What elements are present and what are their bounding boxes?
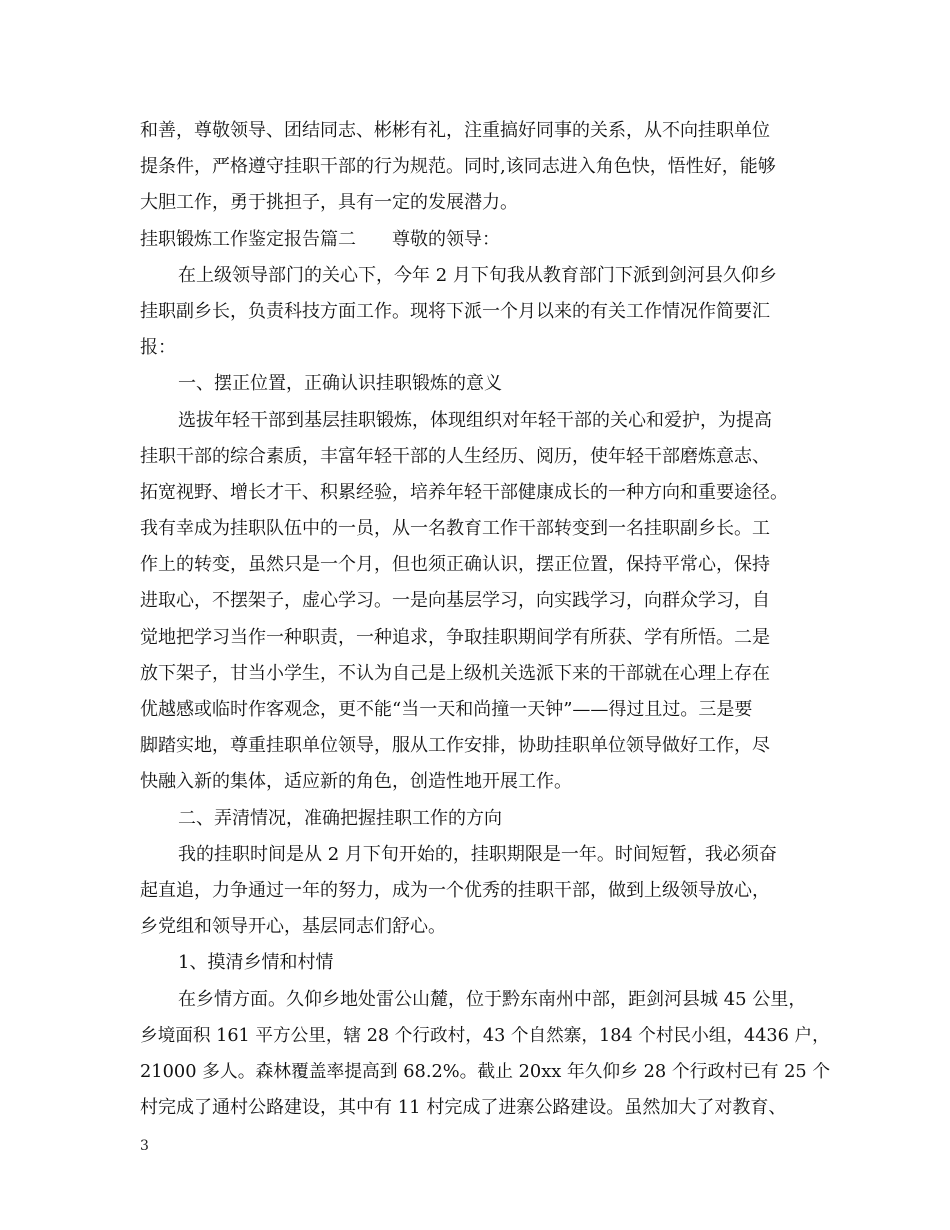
text-line: 起直追，力争通过一年的努力，成为一个优秀的挂职干部，做到上级领导放心， — [140, 879, 770, 901]
text-line: 放下架子，甘当小学生，不认为自己是上级机关选派下来的干部就在心理上存在 — [140, 662, 770, 684]
text-line: 选拔年轻干部到基层挂职锻炼，体现组织对年轻干部的关心和爱护，为提高 — [178, 409, 772, 431]
text-line: 我的挂职时间是从 2 月下旬开始的，挂职期限是一年。时间短暂，我必须奋 — [178, 843, 777, 865]
text-line: 村完成了通村公路建设，其中有 11 村完成了进寨公路建设。虽然加大了对教育、 — [140, 1097, 787, 1119]
text-line: 21000 多人。森林覆盖率提高到 68.2%。截止 20xx 年久仰乡 28 个行政村已有 25 个 — [140, 1061, 831, 1082]
text-line: 乡党组和领导开心，基层同志们舒心。 — [140, 916, 446, 938]
text-line: 二、弄清情况，准确把握挂职工作的方向 — [178, 807, 502, 829]
text-line: 挂职锻炼工作鉴定报告篇二 尊敬的领导： — [140, 228, 500, 250]
page-number: 3 — [140, 1138, 149, 1154]
text-line: 乡境面积 161 平方公里，辖 28 个行政村，43 个自然寨，184 个村民小组，4436 户， — [140, 1025, 830, 1046]
text-line: 在乡情方面。久仰乡地处雷公山麓，位于黔东南州中部，距剑河县城 45 公里， — [178, 988, 807, 1010]
document-body — [140, 113, 830, 1126]
text-line: 快融入新的集体，适应新的角色，创造性地开展工作。 — [140, 771, 572, 793]
text-line: 作上的转变，虽然只是一个月，但也须正确认识，摆正位置，保持平常心，保持 — [140, 554, 770, 576]
text-line: 拓宽视野、增长才干、积累经验，培养年轻干部健康成长的一种方向和重要途径。 — [140, 481, 788, 503]
text-line: 挂职干部的综合素质，丰富年轻干部的人生经历、阅历，使年轻干部磨炼意志、 — [140, 445, 770, 467]
text-line: 进取心，不摆架子，虚心学习。一是向基层学习，向实践学习，向群众学习，自 — [140, 590, 770, 612]
text-line: 大胆工作，勇于挑担子，具有一定的发展潜力。 — [140, 192, 518, 214]
text-line: 1、摸清乡情和村情 — [178, 952, 334, 974]
text-line: 在上级领导部门的关心下，今年 2 月下旬我从教育部门下派到剑河县久仰乡 — [178, 264, 777, 286]
text-line: 觉地把学习当作一种职责，一种追求，争取挂职期间学有所获、学有所悟。二是 — [140, 626, 770, 648]
text-line: 报： — [140, 337, 176, 359]
text-line: 提条件，严格遵守挂职干部的行为规范。同时,该同志进入角色快，悟性好，能够 — [140, 156, 776, 178]
text-line: 我有幸成为挂职队伍中的一员，从一名教育工作干部转变到一名挂职副乡长。工 — [140, 518, 770, 540]
text-line: 和善，尊敬领导、团结同志、彬彬有礼，注重搞好同事的关系，从不向挂职单位 — [140, 120, 770, 141]
text-line: 优越感或临时作客观念，更不能“当一天和尚撞一天钟”——得过且过。三是要 — [140, 699, 753, 720]
text-line: 挂职副乡长，负责科技方面工作。现将下派一个月以来的有关工作情况作简要汇 — [140, 300, 770, 322]
text-line: 一、摆正位置，正确认识挂职锻炼的意义 — [178, 373, 502, 395]
text-line: 脚踏实地，尊重挂职单位领导，服从工作安排，协助挂职单位领导做好工作，尽 — [140, 735, 770, 757]
